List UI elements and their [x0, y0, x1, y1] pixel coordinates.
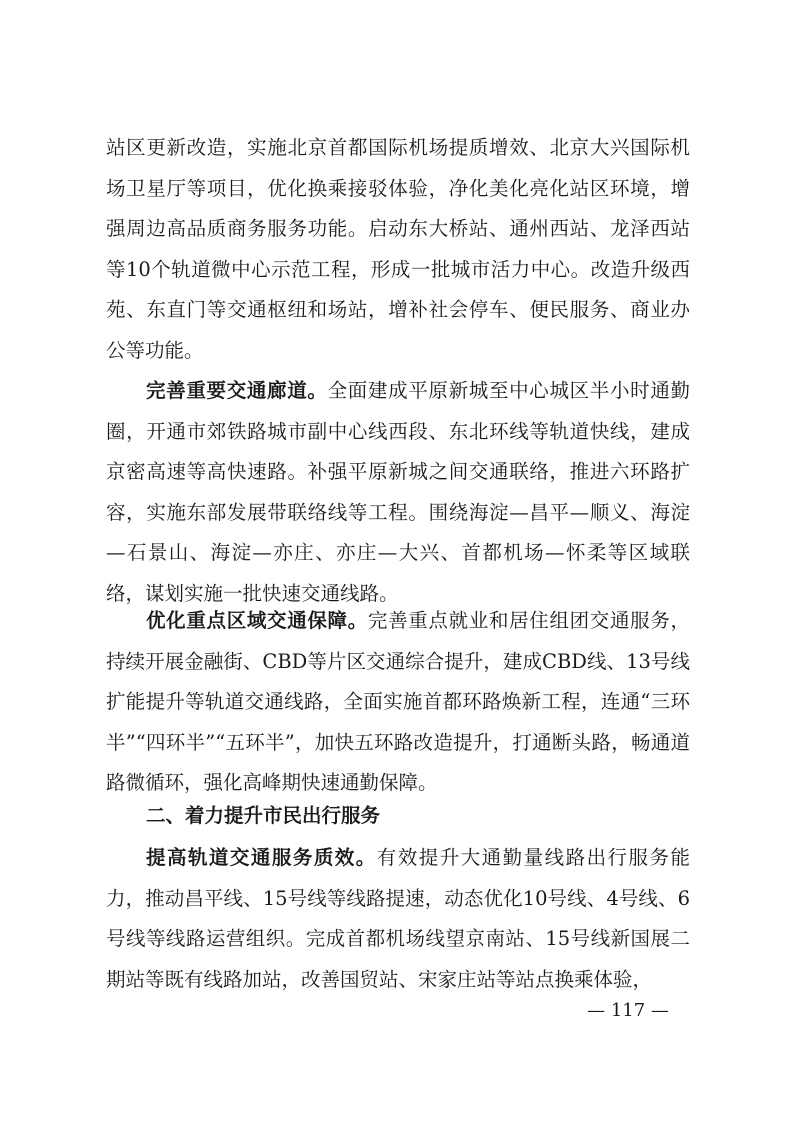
paragraph-3-lead: 优化重点区域交通保障。 — [146, 609, 368, 632]
section-heading: 二、着力提升市民出行服务 — [146, 804, 381, 827]
body-paragraph-4 — [106, 838, 690, 1000]
paragraph-1-text: 站区更新改造，实施北京首都国际机场提质增效、北京大兴国际机场卫星厅等项目，优化换乘接驳体验，净化美化亮化站区环境，增强周边高品质商务服务功能。启动东大桥站、通州西站、龙泽西站等10个轨道微中心示范工程，形成一批城市活力中心。改造升级西苑、东直门等交通枢纽和场站，增补社会停车、便民服务、商业办公等功能。 — [106, 136, 690, 362]
paragraph-3-text: 完善重点就业和居住组团交通服务，持续开展金融街、CBD等片区交通综合提升，建成CBD线、13号线扩能提升等轨道交通线路，全面实施首都环路焕新工程，连通“三环半”“四环半”“五环半”，加快五环路改造提升，打通断头路，畅通道路微循环，强化高峰期快速通勤保障。 — [106, 609, 690, 794]
body-paragraph-1 — [106, 128, 690, 371]
body-paragraph-2 — [106, 371, 690, 614]
paragraph-2-lead: 完善重要交通廊道。 — [146, 379, 328, 402]
paragraph-4-text: 有效提升大通勤量线路出行服务能力，推动昌平线、15号线等线路提速，动态优化10号线、4号线、6号线等线路运营组织。完成首都机场线望京南站、15号线新国展二期站等既有线路加站，改善国贸站、宋家庄站等站点换乘体验， — [106, 846, 690, 991]
paragraph-2-text: 全面建成平原新城至中心城区半小时通勤圈，开通市郊铁路城市副中心线西段、东北环线等轨道快线，建成京密高速等高快速路。补强平原新城之间交通联络，推进六环路扩容，实施东部发展带联络线等工程。围绕海淀—昌平—顺义、海淀—石景山、海淀—亦庄、亦庄—大兴、首都机场—怀柔等区域联络，谋划实施一批快速交通线路。 — [106, 379, 690, 605]
body-paragraph-3 — [106, 601, 690, 804]
paragraph-4-lead: 提高轨道交通服务质效。 — [146, 846, 377, 869]
page-number: — 117 — — [587, 1000, 669, 1021]
